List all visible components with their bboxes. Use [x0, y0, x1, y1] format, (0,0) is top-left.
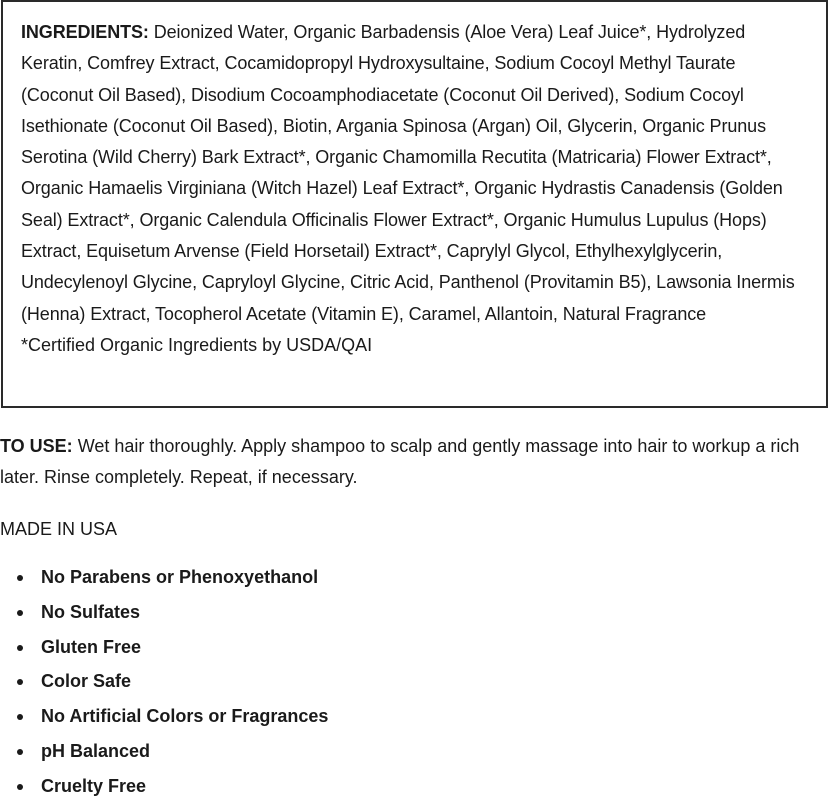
feature-item: [0, 666, 328, 701]
feature-label: No Artificial Colors or Fragrances: [41, 706, 329, 727]
feature-label: pH Balanced: [41, 740, 151, 761]
features-list: [0, 562, 328, 806]
bullet-icon: [17, 575, 23, 581]
ingredients-paragraph: [21, 17, 810, 330]
ingredients-box: [1, 0, 828, 408]
feature-item: [0, 736, 328, 771]
directions-text: Wet hair thoroughly. Apply shampoo to scalp and gently massage into hair to workup a rich later. Rinse completely. Repeat, if necessary.: [0, 436, 800, 487]
bullet-icon: [17, 749, 23, 755]
bullet-icon: [17, 714, 23, 720]
bullet-icon: [17, 679, 23, 685]
directions-paragraph: [0, 431, 833, 493]
feature-label: No Parabens or Phenoxyethanol: [41, 567, 319, 587]
bullet-icon: [17, 610, 23, 616]
bullet-icon: [17, 784, 23, 790]
ingredients-label: INGREDIENTS:: [21, 22, 149, 42]
bullet-icon: [17, 645, 23, 651]
directions-label: TO USE:: [0, 436, 73, 456]
feature-label: No Sulfates: [41, 601, 141, 622]
origin-text: MADE IN USA: [0, 519, 118, 539]
ingredients-footnote: *Certified Organic Ingredients by USDA/QAI: [21, 334, 373, 355]
feature-item: [0, 771, 328, 806]
feature-item: [0, 632, 328, 667]
feature-label: Gluten Free: [41, 636, 142, 657]
feature-item: [0, 597, 328, 632]
feature-label: Color Safe: [41, 671, 132, 692]
feature-item: [0, 701, 328, 736]
ingredients-list: Deionized Water, Organic Barbadensis (Aloe Vera) Leaf Juice*, Hydrolyzed Keratin, Comfrey Extract, Cocamidopropyl Hydroxysultaine, Sodium Cocoyl Methyl Taurate (Coconut Oil Based), Disodium Cocoamphodiacetate (Coconut Oil Derived), Sodium Cocoyl Isethionate (Coconut Oil Based), Biotin, Argania Spinosa (Argan) Oil, Glycerin, Organic Prunus Serotina (Wild Cherry) Bark Extract*, Organic Chamomilla Recutita (Matricaria) Flower Extract*, Organic Hamaelis Virginiana (Witch Hazel) Leaf Extract*, Organic Hydrastis Canadensis (Golden Seal) Extract*, Organic Calendula Officinalis Flower Extract*, Organic Humulus Lupulus (Hops) Extract, Equisetum Arvense (Field Horsetail) Extract*, Caprylyl Glycol, Ethylhexylglycerin, Undecylenoyl Glycine, Capryloyl Glycine, Citric Acid, Panthenol (Provitamin B5), Lawsonia Inermis (Henna) Extract, Tocopherol Acetate (Vitamin E), Caramel, Allantoin, Natural Fragrance: [21, 22, 795, 324]
feature-item: [0, 562, 328, 597]
feature-label: Cruelty Free: [41, 775, 147, 796]
